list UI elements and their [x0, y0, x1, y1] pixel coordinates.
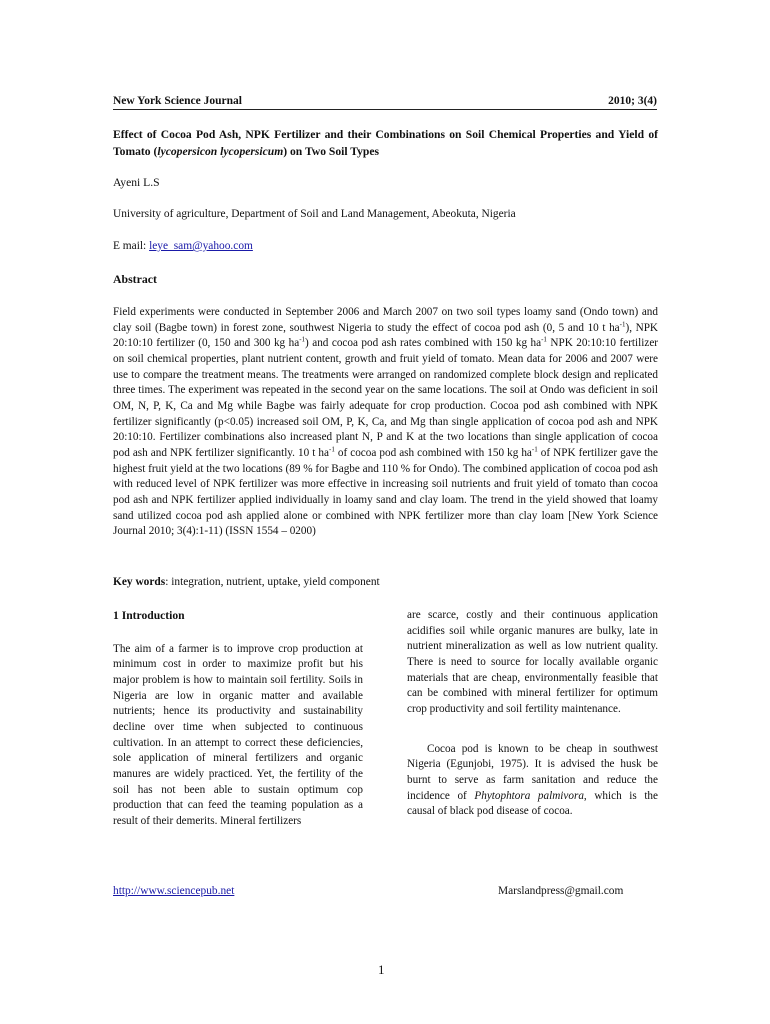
title-species: lycopersicon lycopersicum: [157, 145, 284, 158]
abstract-heading: Abstract: [113, 272, 157, 286]
footer-website-link[interactable]: http://www.sciencepub.net: [113, 885, 235, 897]
footer-email: Marslandpress@gmail.com: [498, 885, 624, 897]
pathogen-name: Phytophtora palmivora: [474, 789, 584, 802]
journal-name: New York Science Journal: [113, 95, 242, 107]
page-number: 1: [378, 962, 385, 977]
running-header: [113, 94, 657, 110]
right-column: [407, 608, 658, 820]
introduction-paragraph-2: Cocoa pod is known to be cheap in southwest Nigeria (Egunjobi, 1975). It is advised the husk be burnt to serve as farm sanitation and reduce the incidence of Phytophtora palmivora, which is the causal of black pod disease of cocoa.: [407, 742, 658, 818]
email-line: [113, 240, 253, 252]
introduction-paragraph-1-cont: are scarce, costly and their continuous application acidifies soil while organic manures are bulky, late in nutrient mineralization as well as low nutrient quality. There is need to source for locally available organic materials that are cheap, environmentally feasible that can be combined with mineral fertilizer for optimum crop productivity and soil fertility maintenance.: [407, 609, 658, 715]
introduction-heading: 1 Introduction: [113, 609, 185, 622]
introduction-paragraph-1: The aim of a farmer is to improve crop production at minimum cost in order to maximize profit but his major problem is how to maintain soil fertility. Soils in Nigeria are low in organic matter and available nutrients; hence its productivity and sustainability decline over time when subjected to continuous cultivation. In an attempt to correct these deficiencies, sole application of mineral fertilizers and organic manures are widely practiced. Yet, the fertility of the soil has not been able to sustain optimum cop production that can feed the teaming population as a result of their demerits. Mineral fertilizers: [113, 642, 363, 827]
paper-title: [113, 126, 658, 160]
abstract-body: Field experiments were conducted in September 2006 and March 2007 on two soil types loamy sand (Ondo town) and clay soil (Bagbe town) in forest zone, southwest Nigeria to study the effect of cocoa pod ash (0, 5 and 10 t $ha^{-1}$), NPK 20:10:10 fertilizer (0, 150 and 300 kg $ha^{-1}$) and cocoa pod ash rates combined with 150 kg $ha^{-1}$ NPK 20:10:10 fertilizer on soil chemical properties, plant nutrient content, growth and fruit yield of tomato. Mean data for 2006 and 2007 were use to compare the treatment means. The treatments were arranged on randomized complete block design and replicated three times. The experiment was repeated in the second year on the same locations. The soil at Ondo was deficient in soil OM, N, P, K, Ca and Mg while Bagbe was fairly adequate for crop production. Cocoa pod ash combined with NPK fertilizer significantly (p<0.05) increased soil OM, P, K, Ca, and Mg than single application of cocoa pod ash and NPK 20:10:10. Fertilizer combinations also increased plant N, P and K at the two locations than single application of cocoa pod ash and NPK fertilizer significantly. 10 t $ha^{-1}$ of cocoa pod ash combined with 150 kg $ha^{-1}$ of NPK fertilizer gave the highest fruit yield at the two locations (89 % for Bagbe and 110 % for Ondo). The combined application of cocoa pod ash with reduced level of NPK fertilizer was more effective in increasing soil nutrients and fruit yield of tomato than cocoa pod ash and NPK fertilizer applied individually in loamy sand and clay loam. The trend in the yield showed that loamy sand utilized cocoa pod ash applied alone or combined with NPK fertilizer more than clay loam [New York Science Journal 2010; 3(4):1-11) (ISSN 1554 – 0200): [113, 306, 659, 538]
email-link[interactable]: leye_sam@yahoo.com: [149, 240, 253, 252]
title-text-end: ) on Two Soil Types: [283, 145, 380, 158]
keywords: [113, 576, 380, 588]
affiliation: University of agriculture, Department of Soil and Land Management, Abeokuta, Nigeria: [113, 208, 516, 220]
keywords-text: : integration, nutrient, uptake, yield component: [165, 576, 380, 588]
keywords-label: Key words: [113, 576, 166, 588]
journal-issue: 2010; 3(4): [608, 95, 657, 107]
left-column: [113, 608, 363, 830]
email-label: E mail:: [113, 240, 150, 252]
title-text: Effect of Cocoa Pod Ash, NPK Fertilizer and their Combinations on Soil Chemical Properties and Yield of Tomato (: [113, 128, 658, 158]
author: Ayeni L.S: [113, 176, 160, 189]
